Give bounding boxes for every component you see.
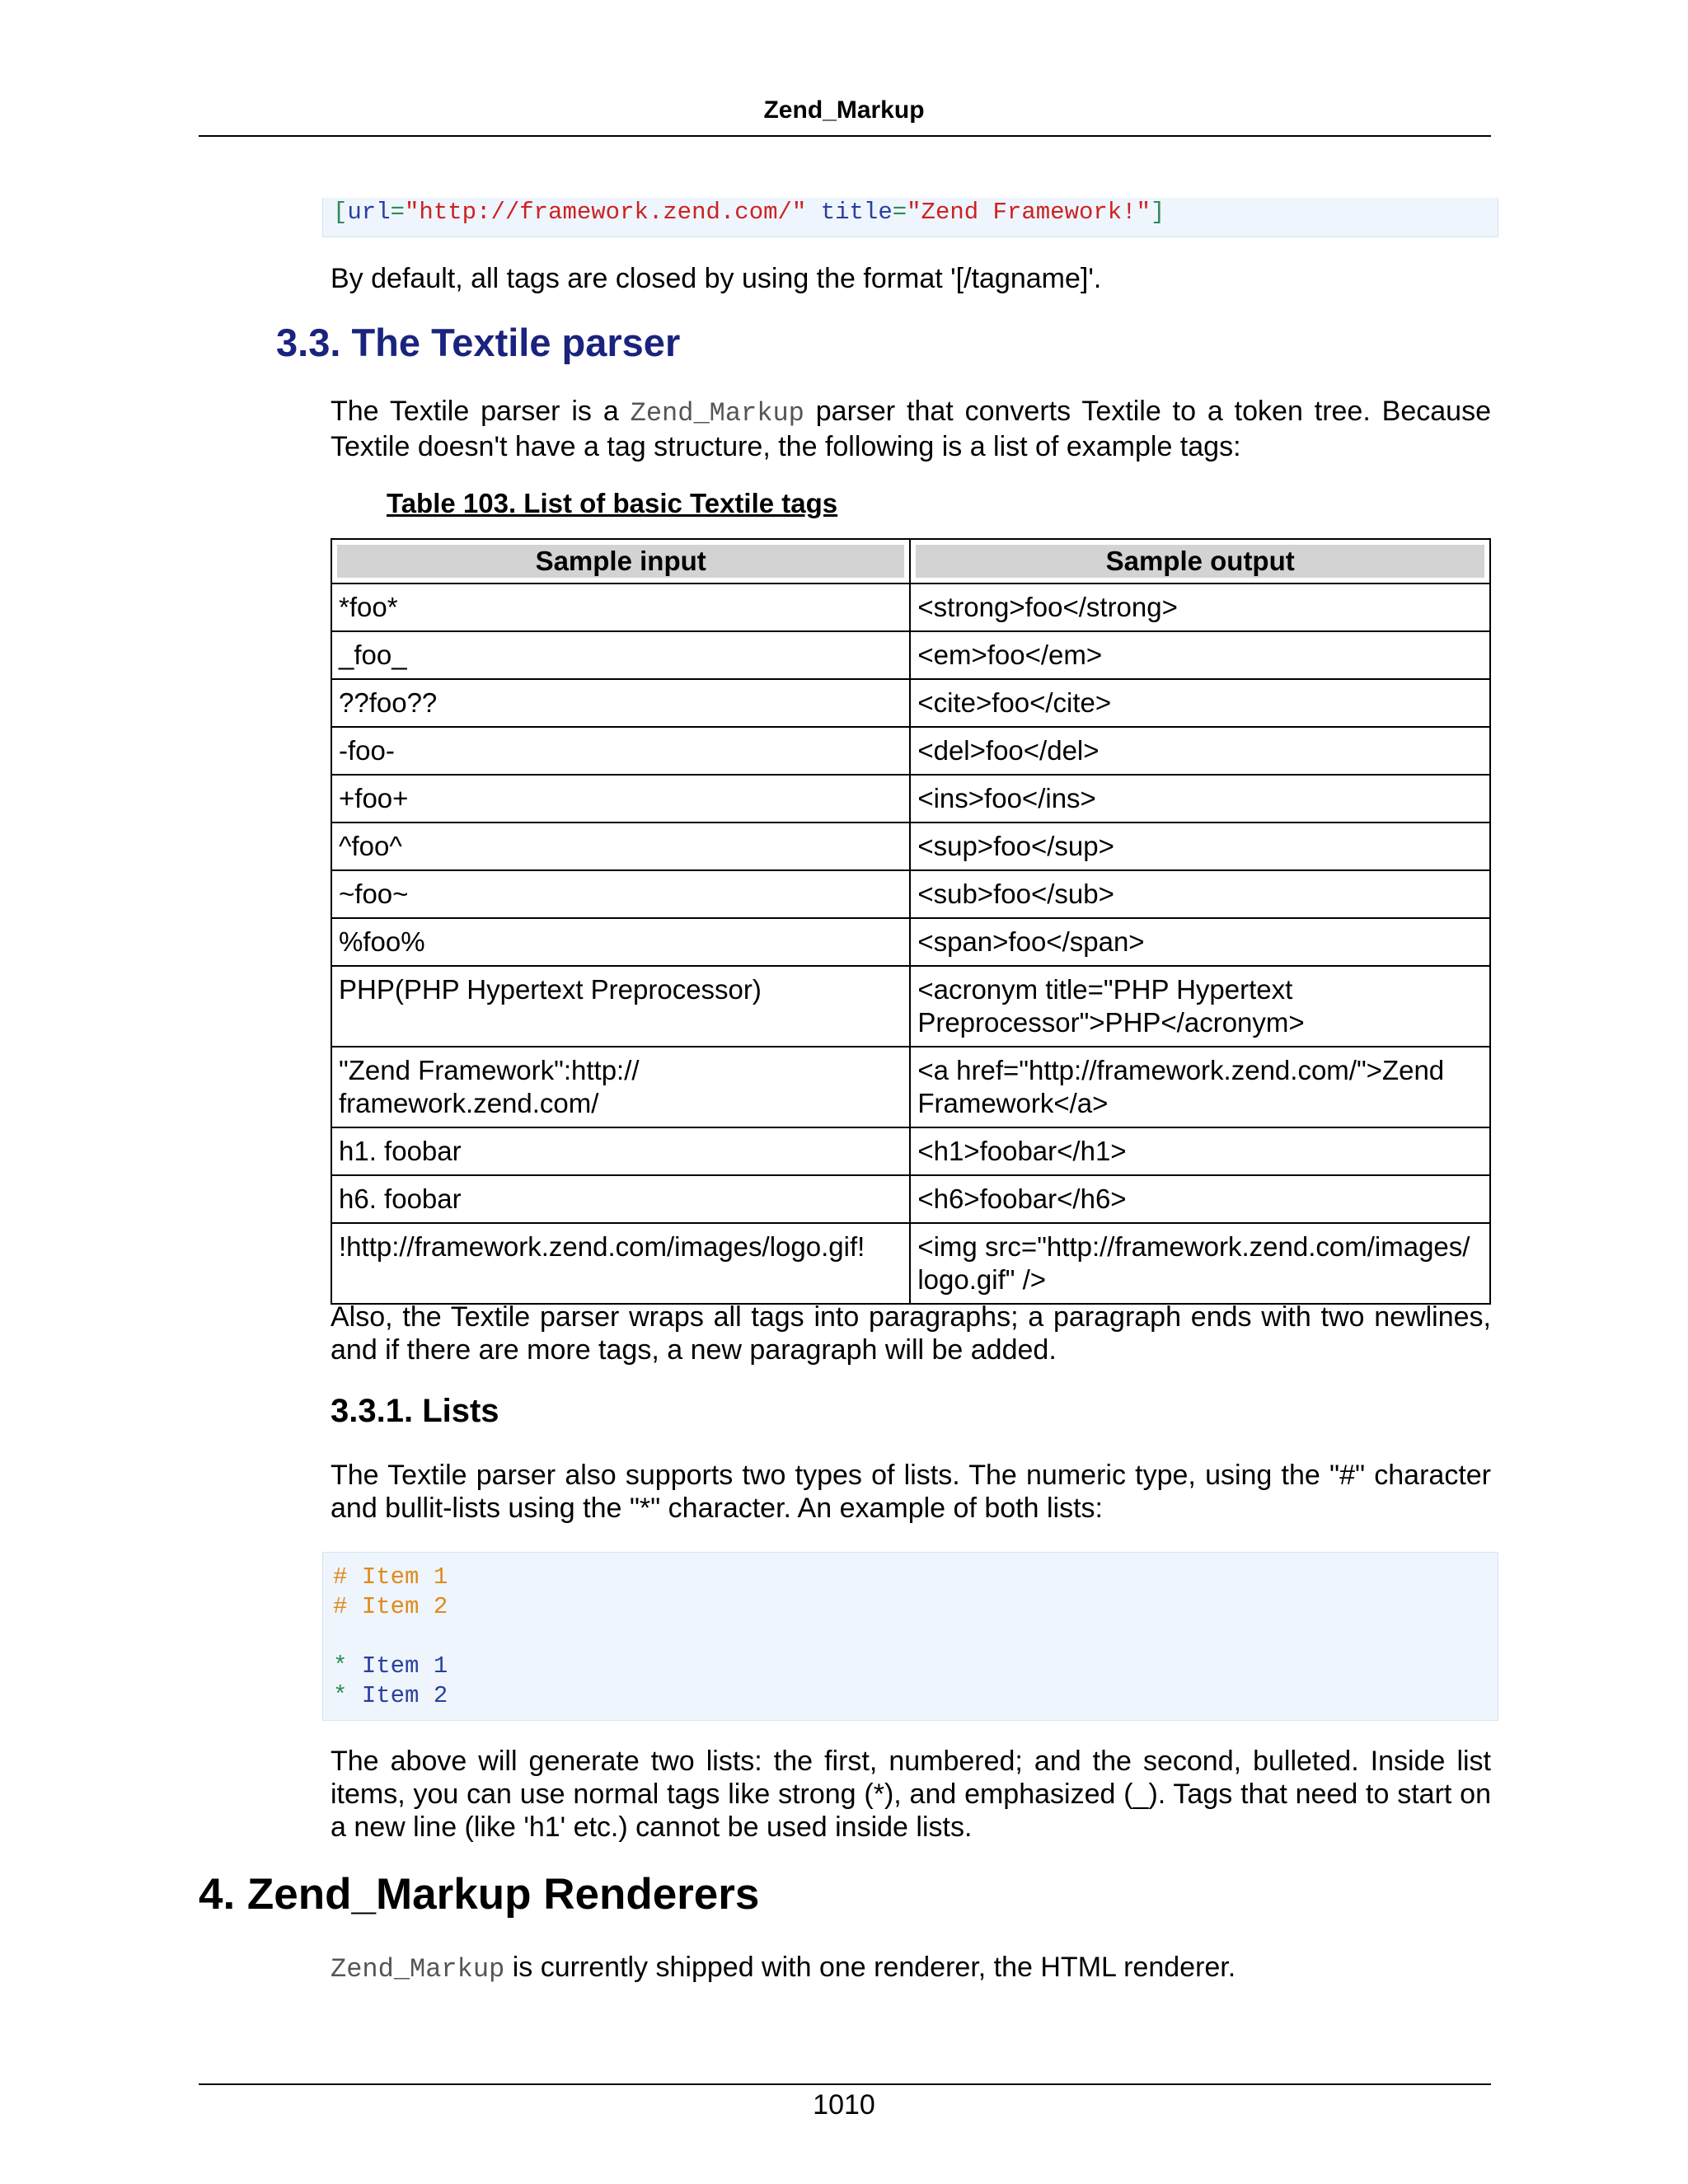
intro-text-before: The Textile parser is a [331, 396, 619, 427]
code-hash-marker: # [333, 1563, 348, 1591]
table-row [331, 679, 1490, 727]
page-number: 1010 [813, 2089, 875, 2121]
table-row [331, 631, 1490, 679]
code-line [333, 1681, 1488, 1711]
code-attr-url: url [347, 199, 391, 226]
paragraph-textile-intro [331, 395, 1491, 463]
code-star-marker: * [333, 1652, 348, 1680]
table-row [331, 823, 1490, 870]
renderers-text: is currently shipped with one renderer, the HTML renderer. [512, 1952, 1236, 1983]
table-cell-output: <h6>foobar</h6> [910, 1175, 1490, 1223]
table-cell-input: %foo% [331, 918, 910, 966]
inline-code-zend-markup: Zend_Markup [630, 398, 804, 429]
table-cell-input: !http://framework.zend.com/images/logo.gif! [331, 1223, 910, 1304]
table-row [331, 583, 1490, 631]
code-item: Item 1 [361, 1652, 448, 1680]
table-cell-output: <img src="http://framework.zend.com/images/ logo.gif" /> [910, 1223, 1490, 1304]
table-header-row [331, 539, 1490, 583]
section-heading-renderers: 4. Zend_Markup Renderers [199, 1870, 760, 1919]
code-line [333, 1563, 1488, 1592]
table-header-cell [910, 539, 1490, 583]
code-star-marker: * [333, 1682, 348, 1709]
table-cell-output: <acronym title="PHP Hypertext Preprocessor">PHP</acronym> [910, 966, 1490, 1047]
section-heading-textile-parser: 3.3. The Textile parser [276, 321, 681, 364]
header-sample-input: Sample input [337, 545, 904, 578]
code-block-lists [322, 1552, 1498, 1721]
table-row [331, 1127, 1490, 1175]
table-row [331, 966, 1490, 1047]
code-url-value: "http://framework.zend.com/" [405, 199, 807, 226]
table-header-cell [331, 539, 910, 583]
code-attr-title: title [820, 199, 893, 226]
code-item: Item 2 [361, 1593, 448, 1620]
table-cell-input: *foo* [331, 583, 910, 631]
subsection-heading-lists: 3.3.1. Lists [331, 1393, 499, 1429]
table-row [331, 1223, 1490, 1304]
table-cell-output: <sup>foo</sup> [910, 823, 1490, 870]
code-block-url [322, 198, 1498, 237]
code-equals: = [390, 199, 406, 226]
table-row [331, 1047, 1490, 1127]
code-blank-line [333, 1622, 1488, 1652]
table-cell-input: ??foo?? [331, 679, 910, 727]
table-cell-input: h1. foobar [331, 1127, 910, 1175]
code-item: Item 1 [361, 1563, 448, 1591]
table-row [331, 727, 1490, 775]
table-cell-output: <ins>foo</ins> [910, 775, 1490, 823]
table-cell-output: <a href="http://framework.zend.com/">Zend Framework</a> [910, 1047, 1490, 1127]
table-cell-input: _foo_ [331, 631, 910, 679]
table-cell-output: <span>foo</span> [910, 918, 1490, 966]
textile-tags-table [331, 538, 1491, 1305]
table-cell-output: <sub>foo</sub> [910, 870, 1490, 918]
footer-rule [199, 2083, 1491, 2085]
paragraph-paragraph-wrapping: Also, the Textile parser wraps all tags into paragraphs; a paragraph ends with two newlines, and if there are more tags, a new paragraph will be added. [331, 1301, 1491, 1366]
code-title-value: "Zend Framework!" [907, 199, 1151, 226]
code-open-bracket: [ [333, 199, 348, 226]
table-row [331, 870, 1490, 918]
table-row [331, 775, 1490, 823]
header-sample-output: Sample output [916, 545, 1484, 578]
table-cell-input: ~foo~ [331, 870, 910, 918]
table-caption: Table 103. List of basic Textile tags [387, 488, 838, 518]
code-equals: = [892, 199, 907, 226]
table-row [331, 1175, 1490, 1223]
table-cell-output: <strong>foo</strong> [910, 583, 1490, 631]
table-cell-output: <cite>foo</cite> [910, 679, 1490, 727]
code-line [333, 1592, 1488, 1622]
header-rule [199, 135, 1491, 137]
paragraph-lists-result: The above will generate two lists: the first, numbered; and the second, bulleted. Inside list items, you can use normal tags like strong (*), and emphasized (_). Tags that need to start on a new line (like 'h1' etc.) cannot be used inside lists. [331, 1746, 1491, 1843]
table-row [331, 918, 1490, 966]
table-cell-input: "Zend Framework":http:// framework.zend.com/ [331, 1047, 910, 1127]
table-cell-output: <del>foo</del> [910, 727, 1490, 775]
inline-code-zend-markup: Zend_Markup [331, 1954, 505, 1985]
paragraph-default-closing: By default, all tags are closed by using the format '[/tagname]'. [331, 263, 1102, 294]
table-cell-input: h6. foobar [331, 1175, 910, 1223]
intro-text-after: parser that converts Textile to a token tree. Because Textile doesn't have a tag structure, the following is a list of example tags: [331, 396, 1491, 462]
table-cell-output: <h1>foobar</h1> [910, 1127, 1490, 1175]
paragraph-renderers [331, 1951, 1491, 1986]
table-cell-output: <em>foo</em> [910, 631, 1490, 679]
code-item: Item 2 [361, 1682, 448, 1709]
table-cell-input: +foo+ [331, 775, 910, 823]
code-line [333, 1652, 1488, 1681]
table-cell-input: -foo- [331, 727, 910, 775]
table-cell-input: ^foo^ [331, 823, 910, 870]
code-hash-marker: # [333, 1593, 348, 1620]
table-cell-input: PHP(PHP Hypertext Preprocessor) [331, 966, 910, 1047]
code-close-bracket: ] [1151, 199, 1165, 226]
running-header: Zend_Markup [763, 96, 925, 124]
paragraph-lists-intro: The Textile parser also supports two types of lists. The numeric type, using the "#" character and bullit-lists using the "*" character. An example of both lists: [331, 1460, 1491, 1524]
